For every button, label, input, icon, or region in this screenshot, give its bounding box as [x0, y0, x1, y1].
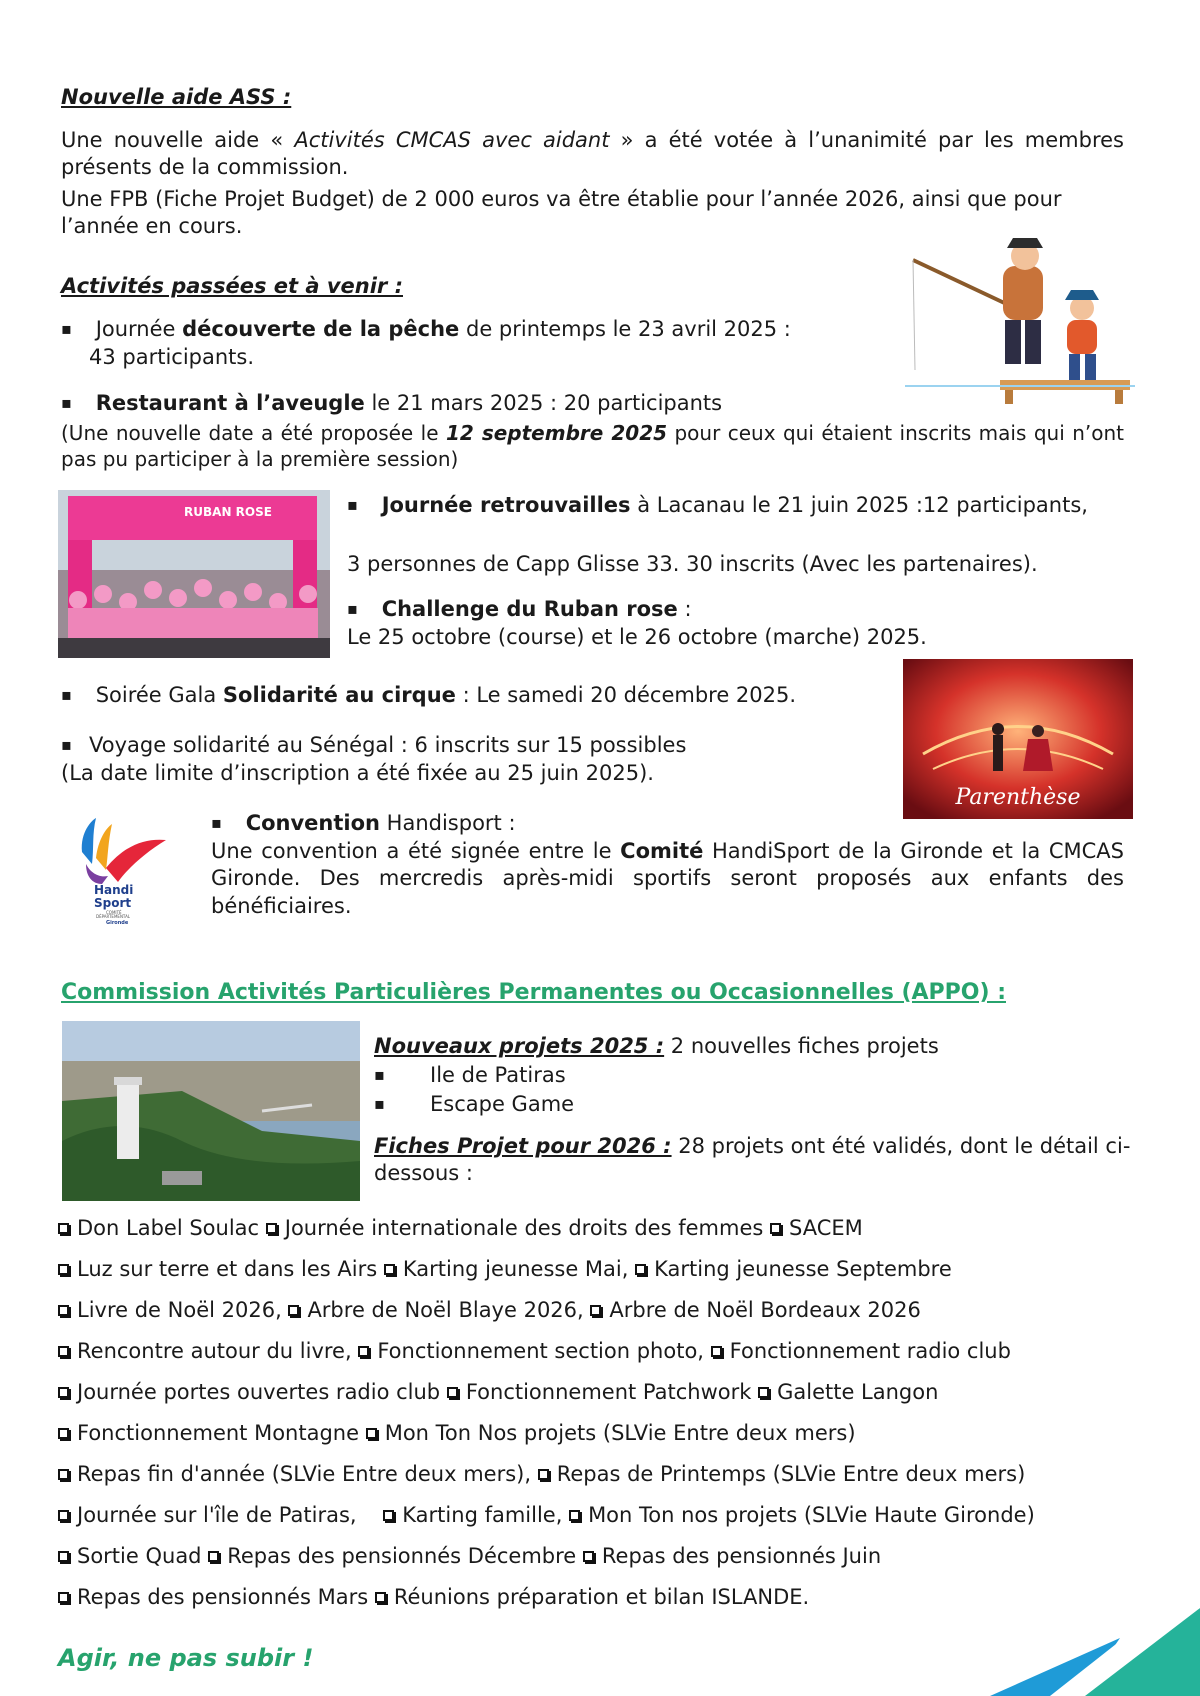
text-bold: Convention	[245, 811, 380, 835]
checkbox-icon	[569, 1510, 580, 1521]
checklist-item: Karting famille,	[402, 1503, 570, 1527]
item-voyage: ▪ Voyage solidarité au Sénégal : 6 inscrits sur 15 possibles	[61, 732, 881, 759]
checklist-line	[58, 1379, 938, 1406]
checkbox-icon	[58, 1551, 69, 1562]
checkbox-icon	[58, 1305, 69, 1316]
checklist-item: Fonctionnement radio club	[729, 1339, 1011, 1363]
checklist-line	[58, 1461, 1025, 1488]
checklist-line	[58, 1543, 881, 1570]
ruban-banner-text: RUBAN ROSE	[184, 505, 272, 519]
ruban-rose-photo	[58, 490, 330, 658]
item-ruban-rose	[347, 596, 1124, 623]
checkbox-icon	[266, 1223, 277, 1234]
checkbox-icon	[58, 1469, 69, 1480]
handisport-logo	[62, 812, 172, 924]
checklist-item: Journée internationale des droits des femmes	[284, 1216, 770, 1240]
checkbox-icon	[366, 1428, 377, 1439]
checkbox-icon	[384, 1264, 395, 1275]
checklist-item: Fonctionnement Patchwork	[465, 1380, 759, 1404]
checkbox-icon	[58, 1346, 69, 1357]
checkbox-icon	[538, 1469, 549, 1480]
handi-text: Handi	[94, 883, 134, 897]
checkbox-icon	[770, 1223, 781, 1234]
checkbox-icon	[583, 1551, 594, 1562]
list-item-label: Ile de Patiras	[430, 1063, 566, 1087]
checklist-item: Repas fin d'année (SLVie Entre deux mers),	[77, 1462, 538, 1486]
nouvelle-aide-paragraph-1	[61, 127, 1124, 182]
checklist-item: Karting jeunesse Septembre	[654, 1257, 952, 1281]
text: :	[677, 597, 692, 621]
fiches-projet-title: Fiches Projet pour 2026 :	[374, 1134, 672, 1158]
checkbox-icon	[208, 1551, 219, 1562]
checklist-item: Karting jeunesse Mai,	[402, 1257, 636, 1281]
checklist-line	[58, 1256, 952, 1283]
text: Une nouvelle aide «	[61, 128, 295, 152]
checklist-item: SACEM	[789, 1216, 863, 1240]
text-bold: Solidarité au cirque	[222, 683, 456, 707]
item-restaurant	[61, 390, 841, 417]
checkbox-icon	[758, 1387, 769, 1398]
checklist-item: Repas de Printemps (SLVie Entre deux mers)	[556, 1462, 1026, 1486]
item-peche	[61, 316, 841, 343]
cirque-caption: Parenthèse	[955, 785, 1081, 810]
text: (Une nouvelle date a été proposée le	[61, 421, 446, 445]
checkbox-icon	[447, 1387, 458, 1398]
text: : Le samedi 20 décembre 2025.	[455, 683, 797, 707]
text-emphasis: Activités CMCAS avec aidant	[294, 128, 610, 152]
cirque-photo	[903, 659, 1133, 819]
checklist-line	[58, 1420, 856, 1447]
checklist-item: Galette Langon	[777, 1380, 939, 1404]
checklist-item: Luz sur terre et dans les Airs	[77, 1257, 384, 1281]
list-item-label: Escape Game	[430, 1092, 575, 1117]
item-voyage-note: (La date limite d’inscription a été fixée au 25 juin 2025).	[61, 761, 654, 785]
checklist-item: Arbre de Noël Blaye 2026,	[307, 1298, 591, 1322]
text-bold: Restaurant à l’aveugle	[95, 391, 365, 415]
item-retrouvailles-line2: 3 personnes de Capp Glisse 33. 30 inscrits (Avec les partenaires).	[347, 552, 1038, 576]
checkbox-icon	[288, 1305, 299, 1316]
fishing-rod	[913, 260, 1015, 308]
text: Soirée Gala	[95, 683, 223, 707]
checklist-item: Journée portes ouvertes radio club	[77, 1380, 447, 1404]
text: Une convention a été signée entre le	[211, 839, 621, 863]
checkbox-icon	[711, 1346, 722, 1357]
nouvelle-aide-paragraph-2: Une FPB (Fiche Projet Budget) de 2 000 euros va être établie pour l’année 2026, ainsi que pour l’année en cours.	[61, 187, 1062, 239]
text-bold: découverte de la pêche	[182, 317, 460, 341]
checklist-item: Mon Ton nos projets (SLVie Haute Gironde)	[588, 1503, 1035, 1527]
section-title-nouvelle-aide: Nouvelle aide ASS :	[61, 85, 292, 109]
nouveaux-projets	[374, 1033, 1134, 1060]
checklist-item: Réunions préparation et bilan ISLANDE.	[393, 1585, 810, 1609]
list-item: ▪ Ile de Patiras	[374, 1063, 566, 1087]
text: pour ceux qui étaient inscrits mais qui n’ont pas pu participer à la première session)	[61, 421, 1124, 471]
item-convention	[211, 810, 1011, 837]
checklist-item: Don Label Soulac	[77, 1216, 266, 1240]
checkbox-icon	[58, 1592, 69, 1603]
item-gala	[61, 682, 881, 709]
text: de printemps le 23 avril 2025 :	[459, 317, 791, 341]
text-bold: Journée retrouvailles	[381, 493, 631, 517]
checkbox-icon	[358, 1346, 369, 1357]
corner-decoration	[990, 1578, 1200, 1696]
checklist-item: Fonctionnement section photo,	[377, 1339, 711, 1363]
nouveaux-projets-list	[374, 1062, 574, 1119]
text: » a été votée à l’unanimité par les membres présents de la commission.	[61, 128, 1124, 180]
text: 2 nouvelles fiches projets	[664, 1034, 939, 1058]
checkbox-icon	[590, 1305, 601, 1316]
section-title-appo: Commission Activités Particulières Permanentes ou Occasionnelles (APPO) :	[61, 980, 1006, 1005]
text: HandiSport de la Gironde et la CMCAS Gironde. Des mercredis après-midi sportifs seront proposés aux enfants des bénéficiaires.	[211, 839, 1125, 918]
item-ruban-rose-line2: Le 25 octobre (course) et le 26 octobre (marche) 2025.	[347, 625, 927, 649]
checkbox-icon	[375, 1592, 386, 1603]
text-bold: Comité	[620, 839, 704, 863]
checkbox-icon	[58, 1223, 69, 1234]
footer-slogan: Agir, ne pas subir !	[58, 1644, 314, 1672]
text: Handisport :	[379, 811, 516, 835]
text-bold-italic: 12 septembre 2025	[445, 421, 668, 445]
text: à Lacanau le 21 juin 2025 :12 participants,	[630, 493, 1088, 517]
gironde-text: Gironde	[106, 920, 129, 924]
checklist-item: Journée sur l'île de Patiras,	[77, 1503, 384, 1527]
checklist-item: Sortie Quad	[77, 1544, 209, 1568]
checklist-line	[58, 1584, 809, 1611]
checklist-item: Repas des pensionnés Juin	[601, 1544, 882, 1568]
checkbox-icon	[58, 1428, 69, 1439]
checkbox-icon	[635, 1264, 646, 1275]
item-peche-line2: 43 participants.	[89, 345, 255, 369]
text: 28 projets ont été validés, dont le détail ci-dessous :	[374, 1134, 1131, 1186]
checklist-line	[58, 1502, 1035, 1529]
fiches-projet	[374, 1133, 1134, 1188]
checklist-item: Repas des pensionnés Mars	[77, 1585, 375, 1609]
checkbox-icon	[58, 1510, 69, 1521]
patiras-photo	[62, 1021, 360, 1201]
checkbox-icon	[58, 1387, 69, 1398]
comite-text: COMITÉ	[106, 910, 122, 915]
sport-text: Sport	[94, 896, 132, 910]
checklist-line	[58, 1297, 921, 1324]
item-retrouvailles	[347, 492, 1124, 519]
item-restaurant-note	[61, 420, 1124, 472]
text-bold: Challenge du Ruban rose	[381, 597, 678, 621]
section-title-activites: Activités passées et à venir :	[61, 274, 403, 298]
item-convention-text	[211, 838, 1124, 920]
checklist-item: Fonctionnement Montagne	[77, 1421, 366, 1445]
text: le 21 mars 2025 : 20 participants	[364, 391, 723, 415]
checklist-item: Rencontre autour du livre,	[77, 1339, 359, 1363]
checklist-line	[58, 1338, 1011, 1365]
list-item: ▪ Escape Game	[374, 1092, 575, 1117]
fishing-illustration	[905, 238, 1135, 406]
nouveaux-projets-title: Nouveaux projets 2025 :	[374, 1034, 665, 1058]
checklist-item: Mon Ton Nos projets (SLVie Entre deux mers)	[384, 1421, 856, 1445]
checkbox-icon	[58, 1264, 69, 1275]
departemental-text: DÉPARTEMENTAL	[96, 914, 131, 919]
checklist-item: Arbre de Noël Bordeaux 2026	[609, 1298, 921, 1322]
checklist-line	[58, 1215, 863, 1242]
checkbox-icon	[383, 1510, 394, 1521]
checklist-item: Livre de Noël 2026,	[77, 1298, 289, 1322]
checklist-item: Repas des pensionnés Décembre	[227, 1544, 583, 1568]
text: Journée	[95, 317, 183, 341]
